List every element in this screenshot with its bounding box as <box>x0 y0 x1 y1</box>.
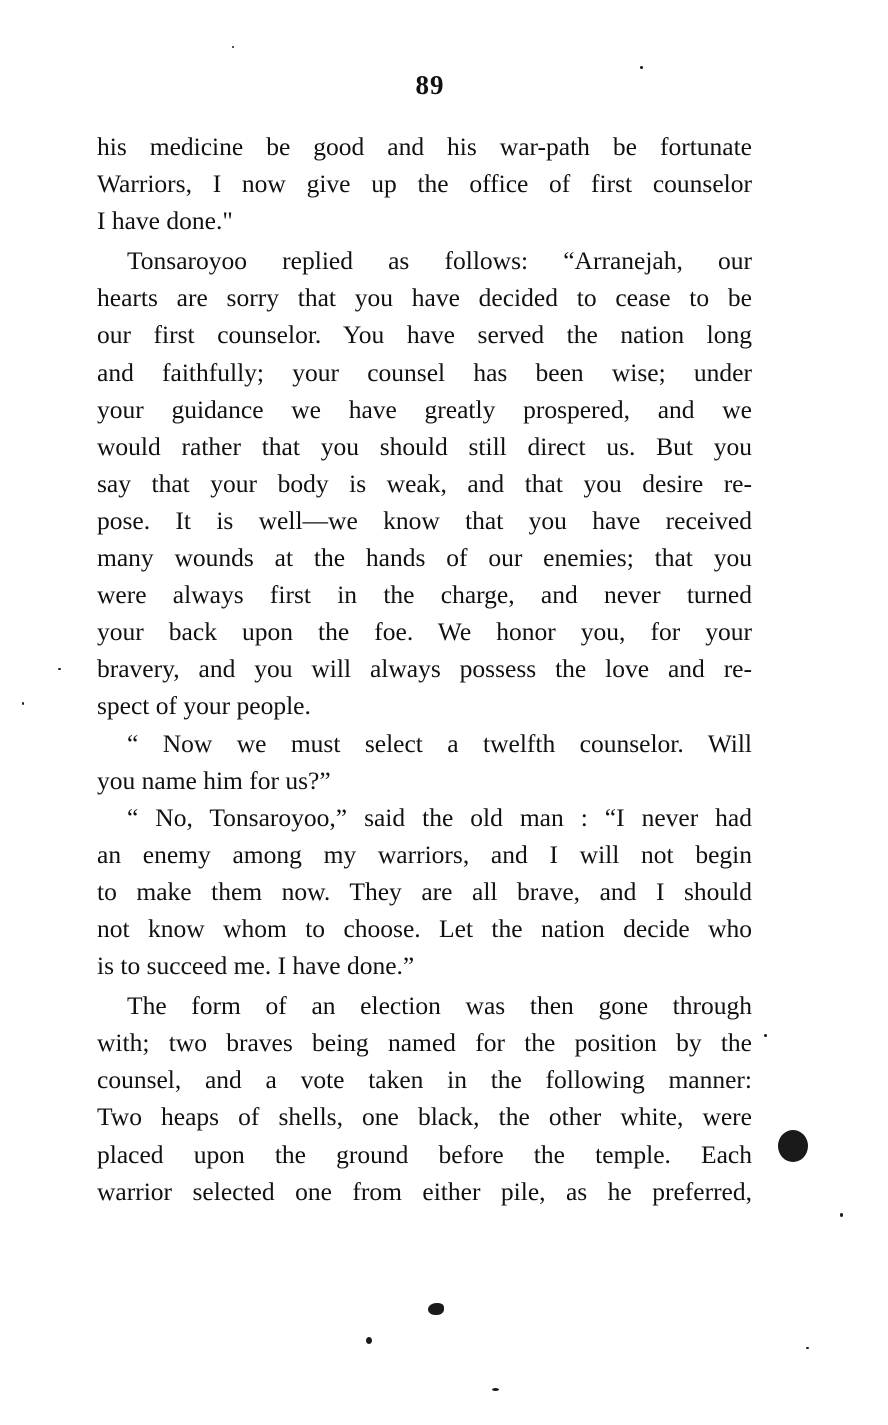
ink-speck <box>840 1213 843 1217</box>
ink-speck <box>22 702 24 705</box>
paragraph <box>97 128 752 239</box>
paragraph <box>97 725 752 799</box>
text-line: your guidance we have greatly prospered, and we <box>97 394 752 424</box>
ink-speck <box>640 66 643 69</box>
ink-blot <box>778 1130 808 1162</box>
text-line: with; two braves being named for the position by the <box>97 1028 752 1058</box>
text-line: pose. It is well—we know that you have received <box>97 505 752 535</box>
text-line: Warriors, I now give up the office of first counselor <box>97 169 752 199</box>
ink-speck <box>366 1337 372 1344</box>
text-line: say that your body is weak, and that you desire re- <box>97 468 752 498</box>
paragraph <box>97 242 752 724</box>
text-line: our first counselor. You have served the nation long <box>97 320 752 350</box>
text-line: warrior selected one from either pile, as he preferred, <box>97 1176 752 1206</box>
ink-speck <box>492 1388 499 1391</box>
text-line: bravery, and you will always possess the love and re- <box>97 654 752 684</box>
text-line: is to succeed me. I have done.” <box>97 951 415 981</box>
text-line: were always first in the charge, and never turned <box>97 580 752 610</box>
text-line: “ Now we must select a twelfth counselor. Will <box>127 728 752 758</box>
text-line: placed upon the ground before the temple. Each <box>97 1139 752 1169</box>
text-line: spect of your people. <box>97 691 311 721</box>
paragraph <box>97 799 752 984</box>
text-line: hearts are sorry that you have decided to cease to be <box>97 283 752 313</box>
ink-speck <box>764 1034 767 1037</box>
text-line: Two heaps of shells, one black, the other white, were <box>97 1102 752 1132</box>
ink-speck <box>806 1347 809 1349</box>
paragraph <box>97 987 752 1210</box>
ink-speck <box>232 46 234 48</box>
text-line: “ No, Tonsaroyoo,” said the old man : “I never had <box>127 802 752 832</box>
text-line: an enemy among my warriors, and I will not begin <box>97 839 752 869</box>
ink-speck <box>428 1303 444 1315</box>
text-line: not know whom to choose. Let the nation decide who <box>97 913 752 943</box>
text-line: The form of an election was then gone through <box>127 991 752 1021</box>
text-line: counsel, and a vote taken in the following manner: <box>97 1065 752 1095</box>
text-line: to make them now. They are all brave, and I should <box>97 876 752 906</box>
text-line: I have done." <box>97 206 233 236</box>
text-line: you name him for us?” <box>97 765 331 795</box>
text-line: would rather that you should still direct us. But you <box>97 431 752 461</box>
text-line: and faithfully; your counsel has been wise; under <box>97 357 752 387</box>
ink-speck <box>58 668 61 670</box>
page-number: 89 <box>415 70 445 100</box>
text-line: Tonsaroyoo replied as follows: “Arranejah, our <box>127 246 752 276</box>
text-line: his medicine be good and his war-path be fortunate <box>97 132 752 161</box>
text-line: many wounds at the hands of our enemies; that you <box>97 543 752 573</box>
text-line: your back upon the foe. We honor you, for your <box>97 617 752 647</box>
body-text <box>97 128 752 1210</box>
